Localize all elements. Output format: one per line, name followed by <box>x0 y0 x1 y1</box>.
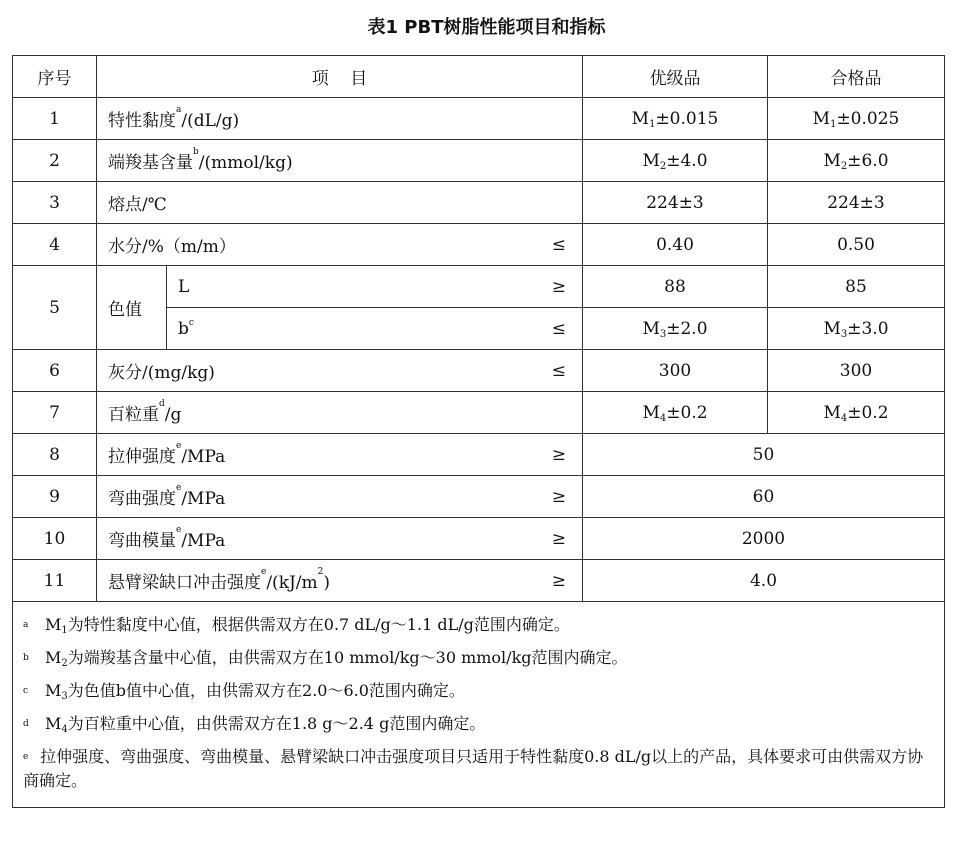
row-merged-value: 60 <box>583 476 945 518</box>
table-row <box>13 476 945 518</box>
footnote: b $M_2$为端羧基含量中心值，由供需双方在10 mmol/kg～30 mmol/kg范围内确定。 <box>23 648 628 669</box>
header-qualified: 合格品 <box>768 56 945 98</box>
row-seq: 10 <box>13 518 97 560</box>
row-premium: 88 <box>583 266 768 308</box>
row-item: 百粒重$^d$/g <box>97 392 583 434</box>
row-seq: 3 <box>13 182 97 224</box>
row-merged-value: 2000 <box>583 518 945 560</box>
header-item: 项 目 <box>97 56 583 98</box>
comparator: ≤ <box>551 234 566 255</box>
table-row <box>13 350 945 392</box>
row-merged-value: 50 <box>583 434 945 476</box>
footnote: e 拉伸强度、弯曲强度、弯曲模量、悬臂梁缺口冲击强度项目只适用于特性黏度0.8 dL/g以上的产品，具体要求可由供需双方协商确定。 <box>23 747 924 790</box>
row-qualified: $M_3\pm 3.0$ <box>768 308 945 350</box>
table-row <box>13 182 945 224</box>
notes-row <box>13 602 945 808</box>
spec-table <box>12 55 945 808</box>
row-item: 特性黏度$^a$/(dL/g) <box>97 98 583 140</box>
row-premium: $M_1\pm 0.015$ <box>583 98 768 140</box>
comparator: ≥ <box>551 486 566 507</box>
table-row <box>13 434 945 476</box>
row-seq: 4 <box>13 224 97 266</box>
row-qualified: 0.50 <box>768 224 945 266</box>
row-item: 水分/%（m/m） ≤ <box>97 224 583 266</box>
comparator: ≥ <box>551 528 566 549</box>
table-title: 表1 PBT树脂性能项目和指标 <box>367 17 606 38</box>
table-row <box>13 266 945 308</box>
table-row <box>13 98 945 140</box>
row-qualified: $M_2\pm 6.0$ <box>768 140 945 182</box>
comparator: ≥ <box>551 444 566 465</box>
row-seq: 6 <box>13 350 97 392</box>
row-seq: 9 <box>13 476 97 518</box>
table-row <box>13 224 945 266</box>
row-item: 端羧基含量$^b$/(mmol/kg) <box>97 140 583 182</box>
row-sub-item: L ≥ <box>167 266 583 308</box>
row-premium: 0.40 <box>583 224 768 266</box>
row-item: 熔点/℃ <box>97 182 583 224</box>
table-row <box>13 392 945 434</box>
footnotes <box>13 602 945 808</box>
row-premium: $M_2\pm 4.0$ <box>583 140 768 182</box>
row-item: 拉伸强度$^e$/MPa ≥ <box>97 434 583 476</box>
row-qualified: 224±3 <box>768 182 945 224</box>
header-premium: 优级品 <box>583 56 768 98</box>
comparator: ≥ <box>551 570 566 591</box>
row-premium: $M_4\pm 0.2$ <box>583 392 768 434</box>
row-seq: 7 <box>13 392 97 434</box>
header-row <box>13 56 945 98</box>
comparator: ≤ <box>551 360 566 381</box>
header-seq: 序号 <box>13 56 97 98</box>
comparator: ≥ <box>551 276 566 297</box>
row-qualified: 300 <box>768 350 945 392</box>
table-row <box>13 518 945 560</box>
row-qualified: $M_4\pm 0.2$ <box>768 392 945 434</box>
row-premium: 300 <box>583 350 768 392</box>
row-item: 悬臂梁缺口冲击强度$^e/(kJ/m^2)$ ≥ <box>97 560 583 602</box>
row-seq: 11 <box>13 560 97 602</box>
row-premium: $M_3\pm 2.0$ <box>583 308 768 350</box>
row-seq: 8 <box>13 434 97 476</box>
row-sub-item: $b^c$ ≤ <box>167 308 583 350</box>
row-item: 灰分/(mg/kg) ≤ <box>97 350 583 392</box>
row-qualified: 85 <box>768 266 945 308</box>
footnote: c $M_3$为色值b值中心值，由供需双方在2.0～6.0范围内确定。 <box>23 681 465 702</box>
row-premium: 224±3 <box>583 182 768 224</box>
row-seq: 1 <box>13 98 97 140</box>
row-merged-value: 4.0 <box>583 560 945 602</box>
row-item: 弯曲模量$^e$/MPa ≥ <box>97 518 583 560</box>
table-row <box>13 560 945 602</box>
table-row <box>13 140 945 182</box>
footnote: d $M_4$为百粒重中心值，由供需双方在1.8 g～2.4 g范围内确定。 <box>23 714 486 735</box>
row-item: 弯曲强度$^e$/MPa ≥ <box>97 476 583 518</box>
row-seq: 2 <box>13 140 97 182</box>
footnote: a $M_1$为特性黏度中心值，根据供需双方在0.7 dL/g～1.1 dL/g范围内确定。 <box>23 615 570 636</box>
row-group: 色值 <box>97 266 167 350</box>
row-seq: 5 <box>13 266 97 350</box>
row-qualified: $M_1\pm 0.025$ <box>768 98 945 140</box>
comparator: ≤ <box>551 318 566 339</box>
